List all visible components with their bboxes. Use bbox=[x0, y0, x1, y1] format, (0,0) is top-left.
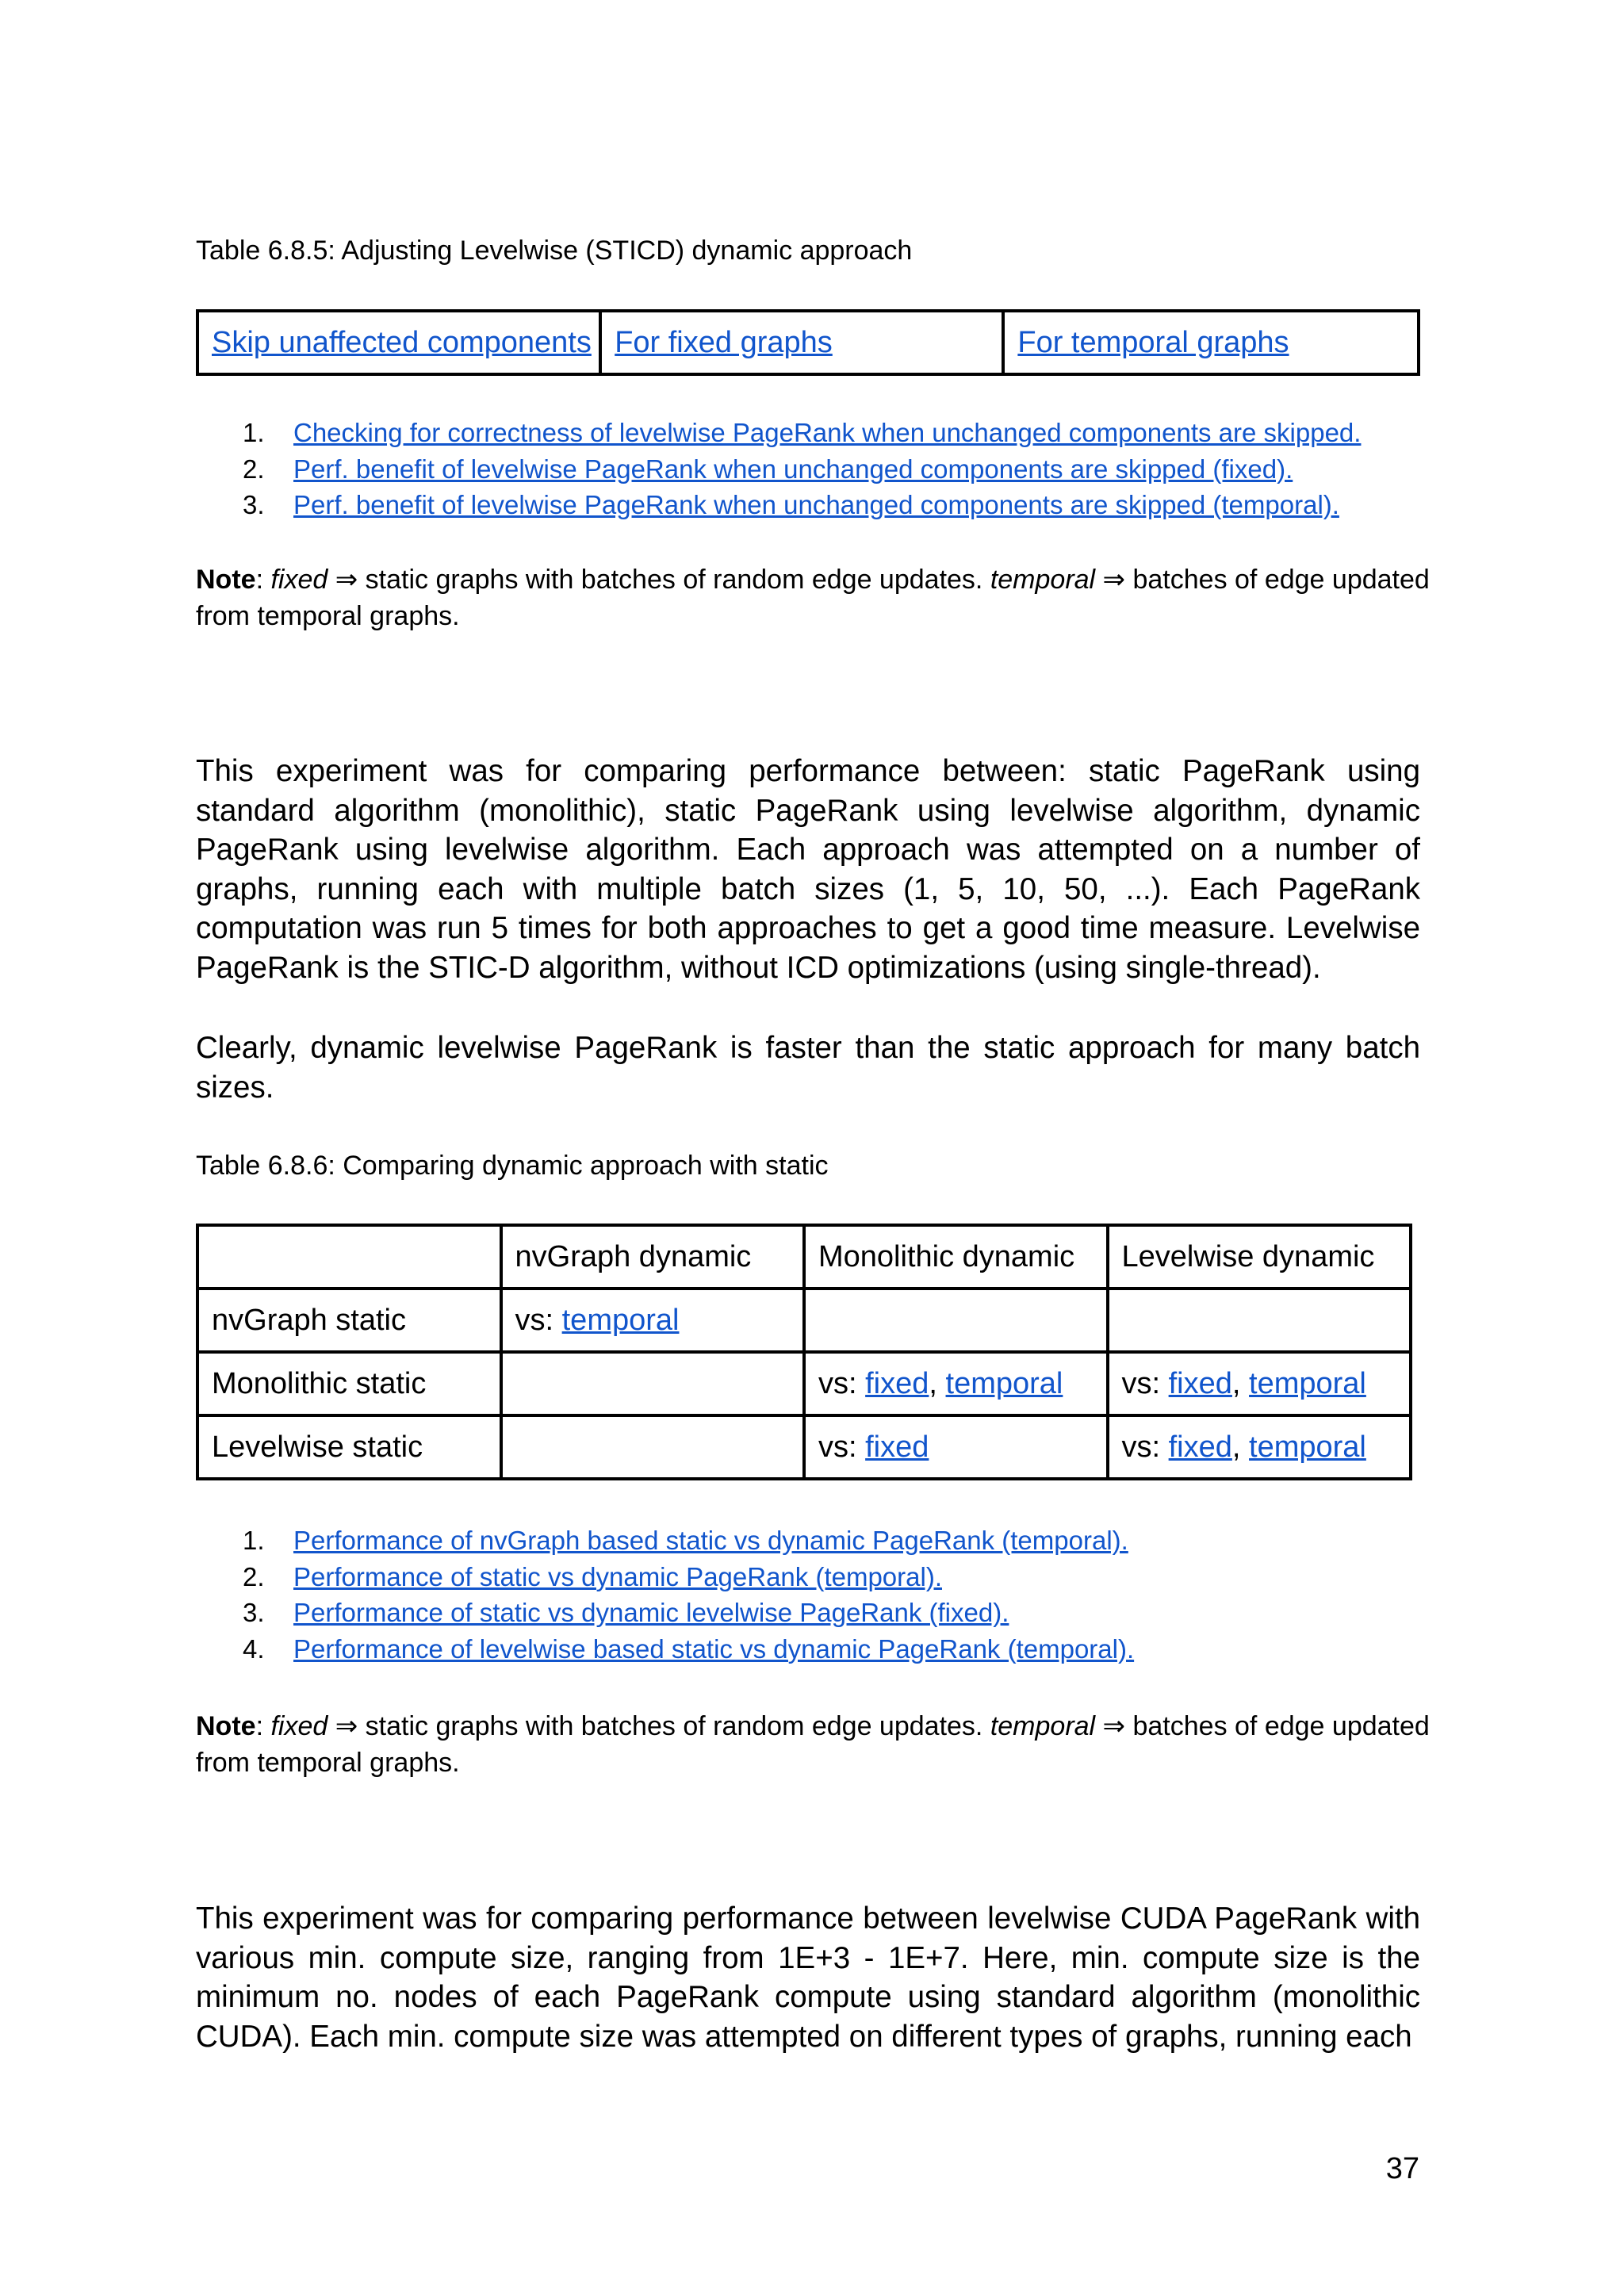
row-label: Levelwise static bbox=[197, 1415, 501, 1479]
table-cell bbox=[501, 1289, 805, 1352]
table-cell bbox=[501, 1352, 805, 1415]
vs-label: vs: bbox=[1121, 1430, 1169, 1464]
list-number: 3. bbox=[243, 1598, 265, 1627]
note-2 bbox=[196, 1708, 1433, 1781]
reference-link[interactable]: Perf. benefit of levelwise PageRank when unchanged components are skipped (fixed). bbox=[293, 454, 1293, 484]
list-number: 1. bbox=[243, 1526, 265, 1555]
reference-link[interactable]: Performance of nvGraph based static vs dynamic PageRank (temporal). bbox=[293, 1526, 1128, 1555]
temporal-link[interactable]: temporal bbox=[945, 1366, 1063, 1400]
reference-link[interactable]: Performance of static vs dynamic levelwise PageRank (fixed). bbox=[293, 1598, 1009, 1627]
table-cell bbox=[1108, 1352, 1411, 1415]
list-number: 2. bbox=[243, 1561, 265, 1591]
table-header-cell: Monolithic dynamic bbox=[804, 1225, 1108, 1289]
fixed-link[interactable]: fixed bbox=[865, 1430, 929, 1464]
fixed-link[interactable]: fixed bbox=[865, 1366, 929, 1400]
reference-link[interactable]: Performance of levelwise based static vs dynamic PageRank (temporal). bbox=[293, 1633, 1135, 1664]
table-cell bbox=[600, 311, 1003, 374]
vs-label: vs: bbox=[515, 1303, 562, 1337]
separator: , bbox=[929, 1366, 946, 1400]
list-number: 2. bbox=[243, 454, 265, 484]
fixed-link[interactable]: fixed bbox=[1168, 1366, 1232, 1400]
list-number: 1. bbox=[243, 418, 265, 447]
table-row bbox=[197, 311, 1419, 374]
page-number: 37 bbox=[1385, 2152, 1419, 2185]
note-label: Note bbox=[196, 1711, 256, 1741]
temporal-link[interactable]: temporal bbox=[561, 1303, 680, 1337]
skip-unaffected-components-link[interactable]: Skip unaffected components bbox=[212, 325, 592, 359]
note-colon: : bbox=[255, 1711, 271, 1741]
fixed-graphs-link[interactable]: For fixed graphs bbox=[615, 325, 833, 359]
note-temporal: temporal bbox=[990, 565, 1096, 595]
table-cell bbox=[1108, 1415, 1411, 1479]
table-row bbox=[197, 1415, 1411, 1479]
note-text: ⇒ static graphs with batches of random edge updates. bbox=[327, 1711, 990, 1741]
reference-link[interactable]: Perf. benefit of levelwise PageRank when unchanged components are skipped (temporal). bbox=[293, 490, 1339, 519]
table-cell bbox=[804, 1289, 1108, 1352]
paragraph-experiment-2: This experiment was for comparing performance between levelwise CUDA PageRank with various min. compute size, ranging from 1E+3 - 1E+7. Here, min. compute size is the minimum no. nodes of each PageRank compute using standard algorithm (monolithic CUDA). Each min. compute size was attempted on different types of graphs, running each bbox=[196, 1901, 1420, 2054]
table-cell bbox=[804, 1415, 1108, 1479]
table-header-cell bbox=[197, 1225, 501, 1289]
note-text-end: ⇒ batches of edge updated from temporal graphs. bbox=[196, 1711, 1430, 1778]
list-number: 3. bbox=[243, 490, 265, 519]
temporal-graphs-link[interactable]: For temporal graphs bbox=[1017, 325, 1289, 359]
reference-link[interactable]: Checking for correctness of levelwise PageRank when unchanged components are skipped. bbox=[293, 418, 1362, 447]
note-1 bbox=[196, 561, 1433, 634]
row-label: Monolithic static bbox=[197, 1352, 501, 1415]
note-fixed: fixed bbox=[270, 1711, 328, 1741]
paragraph-conclusion: Clearly, dynamic levelwise PageRank is faster than the static approach for many batch sizes. bbox=[196, 1031, 1420, 1105]
table-cell bbox=[804, 1352, 1108, 1415]
comparison-table bbox=[196, 1224, 1412, 1480]
table-cell bbox=[197, 311, 600, 374]
table-header-cell: Levelwise dynamic bbox=[1108, 1225, 1411, 1289]
vs-label: vs: bbox=[818, 1430, 866, 1464]
table-caption-6-8-6: Table 6.8.6: Comparing dynamic approach with static bbox=[196, 1151, 829, 1181]
list-number: 4. bbox=[243, 1633, 265, 1664]
temporal-link[interactable]: temporal bbox=[1249, 1430, 1366, 1464]
table-header-cell: nvGraph dynamic bbox=[501, 1225, 805, 1289]
table-row bbox=[197, 1289, 1411, 1352]
reference-link[interactable]: Performance of static vs dynamic PageRank (temporal). bbox=[293, 1561, 942, 1591]
components-table bbox=[196, 309, 1420, 376]
table-cell bbox=[501, 1415, 805, 1479]
separator: , bbox=[1231, 1366, 1250, 1400]
table-cell bbox=[1003, 311, 1419, 374]
row-label: nvGraph static bbox=[197, 1289, 501, 1352]
fixed-link[interactable]: fixed bbox=[1168, 1430, 1232, 1464]
table-caption-6-8-5: Table 6.8.5: Adjusting Levelwise (STICD) dynamic approach bbox=[196, 236, 913, 266]
note-temporal: temporal bbox=[990, 1711, 1096, 1741]
note-label: Note bbox=[196, 565, 256, 595]
temporal-link[interactable]: temporal bbox=[1249, 1366, 1366, 1400]
vs-label: vs: bbox=[1121, 1366, 1169, 1400]
note-colon: : bbox=[255, 565, 271, 595]
separator: , bbox=[1231, 1430, 1250, 1464]
table-row bbox=[197, 1352, 1411, 1415]
note-text: ⇒ static graphs with batches of random edge updates. bbox=[327, 565, 990, 595]
note-fixed: fixed bbox=[270, 565, 328, 595]
paragraph-experiment-1: This experiment was for comparing performance between: static PageRank using standard algorithm (monolithic), static PageRank using levelwise algorithm, dynamic PageRank using levelwise algorithm. Each approach was attempted on a number of graphs, running each with multiple batch sizes (1, 5, 10, 50, ...). Each PageRank computation was run 5 times for both approaches to get a good time measure. Levelwise PageRank is the STIC-D algorithm, without ICD optimizations (using single-thread). bbox=[196, 754, 1420, 985]
note-text-end: ⇒ batches of edge updated from temporal graphs. bbox=[196, 565, 1430, 631]
table-cell bbox=[1108, 1289, 1411, 1352]
table-header-row bbox=[197, 1225, 1411, 1289]
vs-label: vs: bbox=[818, 1366, 866, 1400]
